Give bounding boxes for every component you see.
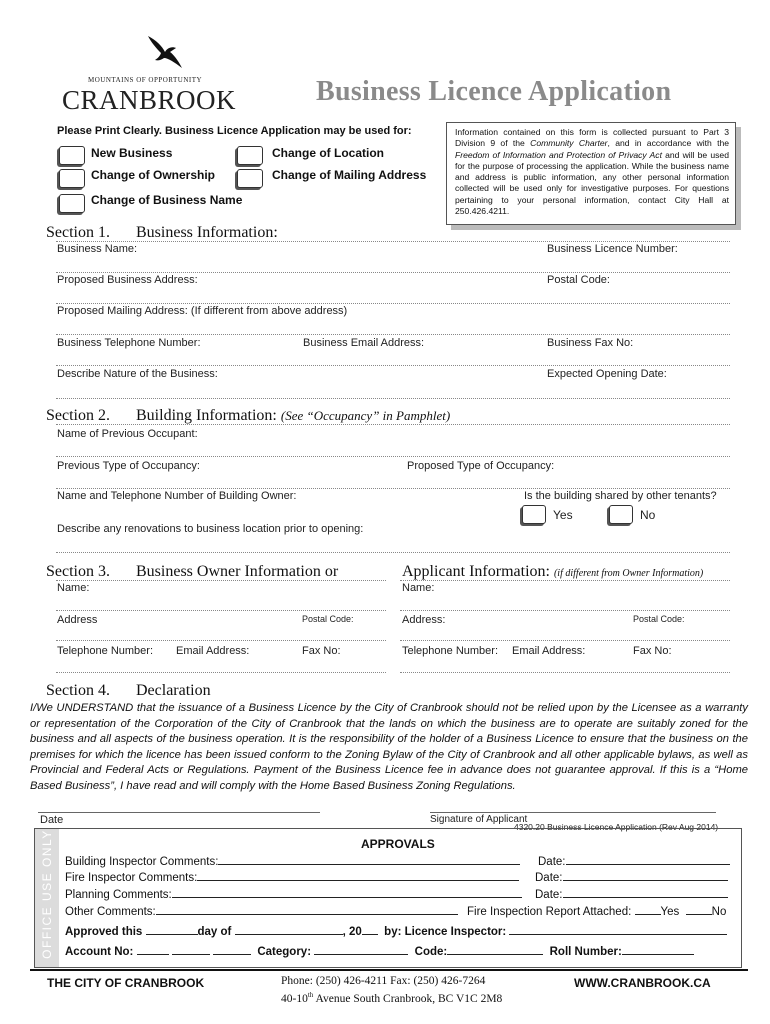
telephone-label: Business Telephone Number: bbox=[57, 337, 201, 349]
change-name-label: Change of Business Name bbox=[91, 193, 243, 207]
eagle-icon bbox=[146, 34, 186, 70]
new-business-label: New Business bbox=[91, 146, 173, 160]
footer-phone: Phone: (250) 426-4211 Fax: (250) 426-7264 bbox=[281, 975, 486, 987]
section2-heading: Section 2. Building Information: (See “Occupancy” in Pamphlet) bbox=[46, 407, 451, 424]
print-note: Please Print Clearly. Business Licence Application may be used for: bbox=[57, 125, 412, 137]
declaration-text: I/We UNDERSTAND that the issuance of a Business Licence by the City of Cranbrook should not be relied upon by the Licensee as a warranty or representation of the Corporation of the City of Cranbrook that the lands on which the business are to operate are suitably zoned for the business and all aspects of the business operation. It is the responsibility of the holder of a Business Licence to ensure that the business on the premises for which the licence has been issued conform to the Zoning Bylaw of the City of Cranbrook and all other applicable bylaws, as well as Provincial and Federal Acts or Regulations. Payment of the Business Licence fee in advance does not guarantee approval. If this is a “Home Based Business”, I have read and will comply with the Home Based Business Zoning Regulations. bbox=[30, 702, 748, 792]
fax-label: Business Fax No: bbox=[547, 337, 634, 349]
shared-no-label: No bbox=[640, 508, 656, 522]
footer-address: 40-10th Avenue South Cranbrook, BC V1C 2M8 bbox=[281, 991, 503, 1005]
section3-heading: Section 3. Business Owner Information or bbox=[46, 563, 339, 580]
owner-address-field[interactable] bbox=[56, 640, 386, 641]
change-name-checkbox[interactable] bbox=[59, 194, 85, 213]
business-name-label: Business Name: bbox=[57, 243, 138, 255]
opening-date-label: Expected Opening Date: bbox=[547, 368, 667, 380]
owner-telephone-label: Telephone Number: bbox=[57, 645, 154, 657]
owner-name-label: Name: bbox=[57, 582, 90, 594]
change-ownership-checkbox[interactable] bbox=[59, 169, 85, 188]
form-id: 4320.20 Business Licence Application (Rev Aug 2014) bbox=[514, 822, 719, 832]
owner-label: Name and Telephone Number of Building Owner: bbox=[57, 490, 297, 502]
owner-fax-label: Fax No: bbox=[302, 645, 341, 657]
shared-no-checkbox[interactable] bbox=[609, 505, 633, 524]
occupancy-field[interactable] bbox=[56, 488, 730, 489]
nature-label: Describe Nature of the Business: bbox=[57, 368, 218, 380]
change-location-label: Change of Location bbox=[272, 146, 384, 160]
proposed-address-label: Proposed Business Address: bbox=[57, 274, 198, 286]
contact-field[interactable] bbox=[56, 365, 730, 366]
postal-code-label: Postal Code: bbox=[547, 274, 610, 286]
logo-tagline: MOUNTAINS OF OPPORTUNITY bbox=[88, 76, 203, 84]
applicant-address-field[interactable] bbox=[400, 640, 730, 641]
owner-address-label: Address bbox=[57, 614, 98, 626]
date-line[interactable] bbox=[38, 812, 320, 813]
owner-contact-field[interactable] bbox=[56, 672, 386, 673]
mailing-address-label: Proposed Mailing Address: (If different from above address) bbox=[57, 305, 348, 317]
signature-label: Signature of Applicant bbox=[430, 814, 528, 825]
proposed-type-label: Proposed Type of Occupancy: bbox=[407, 460, 555, 472]
approved-row[interactable]: Approved this day of , 20 by: Licence Inspector: bbox=[65, 923, 727, 938]
section1-heading: Section 1. Business Information: bbox=[46, 224, 278, 241]
business-name-field[interactable] bbox=[56, 272, 730, 273]
other-comments-row[interactable]: Other Comments: bbox=[65, 903, 458, 918]
planning-row[interactable]: Planning Comments: bbox=[65, 886, 522, 901]
fire-report-row[interactable]: Fire Inspection Report Attached: Yes No bbox=[467, 903, 726, 918]
privacy-notice: Information contained on this form is collected pursuant to Part 3 Division 9 of the Community Charter, and in accordance with the Freedom of Information and Protection of Privacy Act and will be used for the purpose of processing the application. While the business name and address is public information, any other personal information collected will be used only for investigative purposes. For questions pertaining to your personal information, contact City Hall at 250.426.4211. bbox=[446, 122, 736, 225]
nature-field[interactable] bbox=[56, 398, 730, 399]
previous-occupant-label: Name of Previous Occupant: bbox=[57, 428, 198, 440]
change-mailing-checkbox[interactable] bbox=[237, 169, 263, 188]
logo-name: CRANBROOK bbox=[62, 85, 237, 115]
building-date-row[interactable]: Date: bbox=[538, 853, 730, 868]
applicant-contact-field[interactable] bbox=[400, 672, 730, 673]
office-use-label: OFFICE USE ONLY bbox=[40, 829, 54, 959]
cranbrook-logo bbox=[60, 32, 235, 116]
email-label: Business Email Address: bbox=[303, 337, 425, 349]
renovations-field[interactable] bbox=[56, 552, 730, 553]
change-ownership-label: Change of Ownership bbox=[91, 168, 216, 182]
owner-name-field[interactable] bbox=[56, 610, 386, 611]
fire-inspector-row[interactable]: Fire Inspector Comments: bbox=[65, 869, 519, 884]
account-row[interactable]: Account No: Category: Code: Roll Number: bbox=[65, 943, 694, 958]
date-label: Date bbox=[40, 814, 64, 826]
shared-question: Is the building shared by other tenants? bbox=[524, 490, 717, 502]
owner-postal-label: Postal Code: bbox=[302, 614, 354, 624]
building-inspector-row[interactable]: Building Inspector Comments: bbox=[65, 853, 520, 868]
previous-type-label: Previous Type of Occupancy: bbox=[57, 460, 200, 472]
fire-date-row[interactable]: Date: bbox=[535, 869, 728, 884]
planning-date-row[interactable]: Date: bbox=[535, 886, 728, 901]
shared-yes-label: Yes bbox=[553, 508, 573, 522]
footer-city: THE CITY OF CRANBROOK bbox=[47, 976, 205, 990]
office-use-box bbox=[34, 828, 742, 968]
new-business-checkbox[interactable] bbox=[59, 146, 85, 165]
applicant-email-label: Email Address: bbox=[512, 645, 586, 657]
applicant-name-label: Name: bbox=[402, 582, 435, 594]
applicant-heading: Applicant Information: (if different from Owner Information) bbox=[402, 563, 704, 580]
applicant-fax-label: Fax No: bbox=[633, 645, 672, 657]
shared-yes-checkbox[interactable] bbox=[522, 505, 546, 524]
section4-heading: Section 4. Declaration bbox=[46, 682, 211, 699]
page-title: Business Licence Application bbox=[316, 76, 672, 107]
applicant-name-field[interactable] bbox=[400, 610, 730, 611]
applicant-address-label: Address: bbox=[402, 614, 446, 626]
licence-number-label: Business Licence Number: bbox=[547, 243, 678, 255]
applicant-telephone-label: Telephone Number: bbox=[402, 645, 499, 657]
office-use-sidebar bbox=[35, 829, 59, 967]
owner-email-label: Email Address: bbox=[176, 645, 250, 657]
approvals-heading: APPROVALS bbox=[361, 837, 435, 851]
change-mailing-label: Change of Mailing Address bbox=[272, 168, 427, 182]
mailing-address-field[interactable] bbox=[56, 334, 730, 335]
signature-line[interactable] bbox=[430, 812, 716, 813]
renovations-label: Describe any renovations to business location prior to opening: bbox=[57, 523, 364, 535]
applicant-postal-label: Postal Code: bbox=[633, 614, 685, 624]
footer-website-link[interactable]: WWW.CRANBROOK.CA bbox=[574, 976, 711, 990]
change-location-checkbox[interactable] bbox=[237, 146, 263, 165]
address-field[interactable] bbox=[56, 303, 730, 304]
previous-occupant-field[interactable] bbox=[56, 456, 730, 457]
